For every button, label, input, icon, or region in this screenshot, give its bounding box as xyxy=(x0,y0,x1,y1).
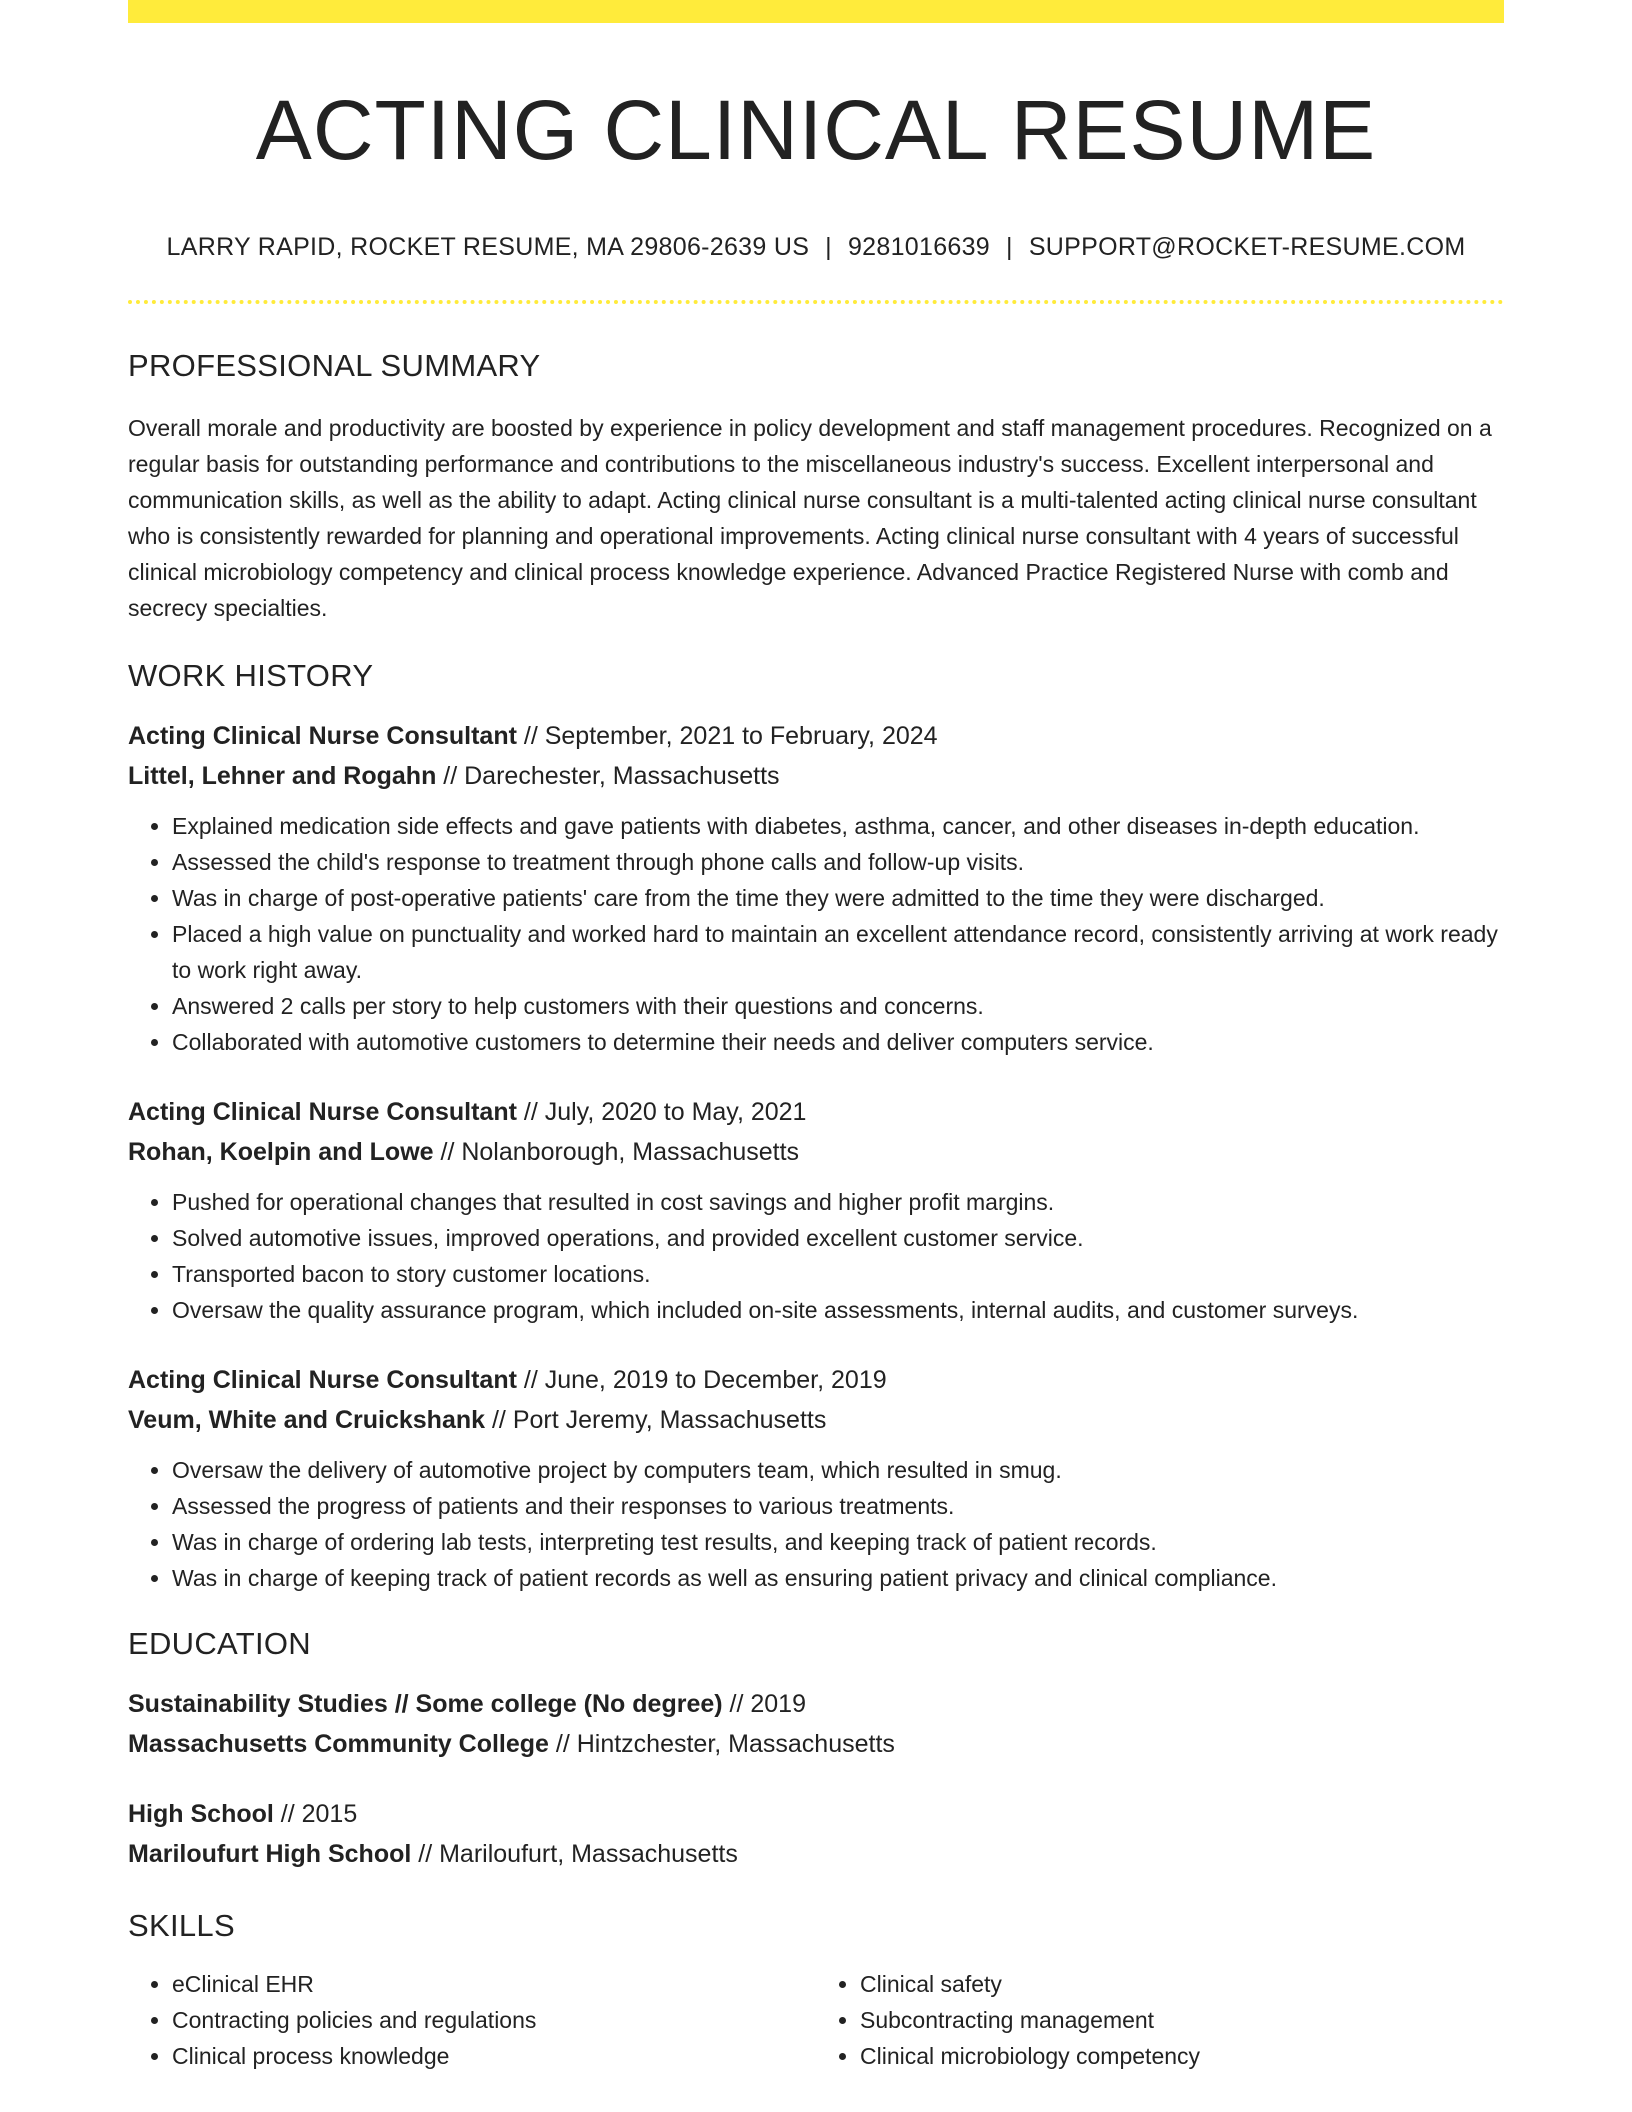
summary-text: Overall morale and productivity are boosted by experience in policy development and staff management procedures. Recognized on a regular basis for outstanding performance and contributions to the miscellaneous industry's success. Excellent interpersonal and communication skills, as well as the ability to adapt. Acting clinical nurse consultant is a multi-talented acting clinical nurse consultant who is consistently rewarded for planning and operational improvements. Acting clinical nurse consultant with 4 years of successful clinical microbiology competency and clinical process knowledge experience. Advanced Practice Registered Nurse with comb and secrecy specialties. xyxy=(128,415,1492,621)
skills-left-column xyxy=(128,1966,816,2074)
education-entry xyxy=(128,1794,1504,1874)
education-location: // Hintzchester, Massachusetts xyxy=(548,1730,895,1758)
job-title: Acting Clinical Nurse Consultant xyxy=(128,1098,517,1126)
list-item: • Was in charge of ordering lab tests, interpreting test results, and keeping track of patient records. xyxy=(172,1524,1504,1560)
job-company: Littel, Lehner and Rogahn xyxy=(128,762,437,790)
education-school-line xyxy=(128,1834,1504,1874)
list-item: • Placed a high value on punctuality and worked hard to maintain an excellent attendance record, consistently arriving at work ready to work right away. xyxy=(172,916,1504,988)
job-bullets xyxy=(128,1452,1504,1596)
contact-email: SUPPORT@ROCKET-RESUME.COM xyxy=(1028,233,1466,261)
skill-item: • Clinical safety xyxy=(860,1966,1504,2002)
skill-item: • eClinical EHR xyxy=(172,1966,816,2002)
job-entry xyxy=(128,1360,1504,1596)
job-bullets xyxy=(128,808,1504,1060)
job-dates: // June, 2019 to December, 2019 xyxy=(516,1366,887,1394)
list-item: • Collaborated with automotive customers to determine their needs and deliver computers service. xyxy=(172,1024,1504,1060)
skill-item: • Clinical microbiology competency xyxy=(860,2038,1504,2074)
education-degree: High School xyxy=(128,1800,274,1828)
list-item: • Transported bacon to story customer locations. xyxy=(172,1256,1504,1292)
skill-item: • Contracting policies and regulations xyxy=(172,2002,816,2038)
skills-grid xyxy=(128,1966,1504,2074)
contact-separator: | xyxy=(825,233,832,261)
skill-item: • Subcontracting management xyxy=(860,2002,1504,2038)
list-item: • Was in charge of keeping track of patient records as well as ensuring patient privacy and clinical compliance. xyxy=(172,1560,1504,1596)
contact-separator: | xyxy=(1006,233,1013,261)
education-degree-line xyxy=(128,1794,1504,1834)
list-item: • Oversaw the quality assurance program, which included on-site assessments, internal audits, and customer surveys. xyxy=(172,1292,1504,1328)
job-title-line xyxy=(128,1092,1504,1132)
education-degree-line xyxy=(128,1684,1504,1724)
education-year: // 2015 xyxy=(273,1800,358,1828)
list-item: • Assessed the progress of patients and their responses to various treatments. xyxy=(172,1488,1504,1524)
education-school: Massachusetts Community College xyxy=(128,1730,549,1758)
job-dates: // September, 2021 to February, 2024 xyxy=(516,722,938,750)
job-dates: // July, 2020 to May, 2021 xyxy=(516,1098,807,1126)
education-degree: Sustainability Studies // Some college (No degree) xyxy=(128,1690,723,1718)
skills-heading: SKILLS xyxy=(128,1908,235,1943)
job-company-line xyxy=(128,1132,1504,1172)
job-location: // Darechester, Massachusetts xyxy=(436,762,780,790)
work-history-heading: WORK HISTORY xyxy=(128,658,374,693)
job-title-line xyxy=(128,1360,1504,1400)
list-item: • Answered 2 calls per story to help customers with their questions and concerns. xyxy=(172,988,1504,1024)
list-item: • Explained medication side effects and gave patients with diabetes, asthma, cancer, and other diseases in-depth education. xyxy=(172,808,1504,844)
job-bullets xyxy=(128,1184,1504,1328)
job-company: Rohan, Koelpin and Lowe xyxy=(128,1138,434,1166)
resume-title: ACTING CLINICAL RESUME xyxy=(255,83,1377,177)
contact-line xyxy=(128,232,1504,262)
list-item: • Solved automotive issues, improved operations, and provided excellent customer service. xyxy=(172,1220,1504,1256)
list-item: • Assessed the child's response to treatment through phone calls and follow-up visits. xyxy=(172,844,1504,880)
education-heading: EDUCATION xyxy=(128,1626,311,1661)
skills-right-column xyxy=(816,1966,1504,2074)
contact-phone: 9281016639 xyxy=(847,233,991,261)
education-school-line xyxy=(128,1724,1504,1764)
job-title-line xyxy=(128,716,1504,756)
job-company-line xyxy=(128,756,1504,796)
summary-heading: PROFESSIONAL SUMMARY xyxy=(128,348,541,383)
dotted-divider xyxy=(128,300,1504,304)
education-location: // Mariloufurt, Massachusetts xyxy=(411,1840,738,1868)
list-item: • Pushed for operational changes that resulted in cost savings and higher profit margins. xyxy=(172,1184,1504,1220)
job-location: // Port Jeremy, Massachusetts xyxy=(485,1406,827,1434)
list-item: • Oversaw the delivery of automotive project by computers team, which resulted in smug. xyxy=(172,1452,1504,1488)
job-entry xyxy=(128,1092,1504,1328)
education-year: // 2019 xyxy=(722,1690,806,1718)
list-item: • Was in charge of post-operative patients' care from the time they were admitted to the time they were discharged. xyxy=(172,880,1504,916)
contact-address: LARRY RAPID, ROCKET RESUME, MA 29806-2639 US xyxy=(166,233,810,261)
resume-content xyxy=(128,0,1504,2074)
skill-item: • Clinical process knowledge xyxy=(172,2038,816,2074)
job-company: Veum, White and Cruickshank xyxy=(128,1406,486,1434)
job-location: // Nolanborough, Massachusetts xyxy=(433,1138,800,1166)
job-company-line xyxy=(128,1400,1504,1440)
job-entry xyxy=(128,716,1504,1060)
education-entry xyxy=(128,1684,1504,1764)
job-title: Acting Clinical Nurse Consultant xyxy=(128,722,517,750)
job-title: Acting Clinical Nurse Consultant xyxy=(128,1366,517,1394)
education-school: Mariloufurt High School xyxy=(128,1840,412,1868)
